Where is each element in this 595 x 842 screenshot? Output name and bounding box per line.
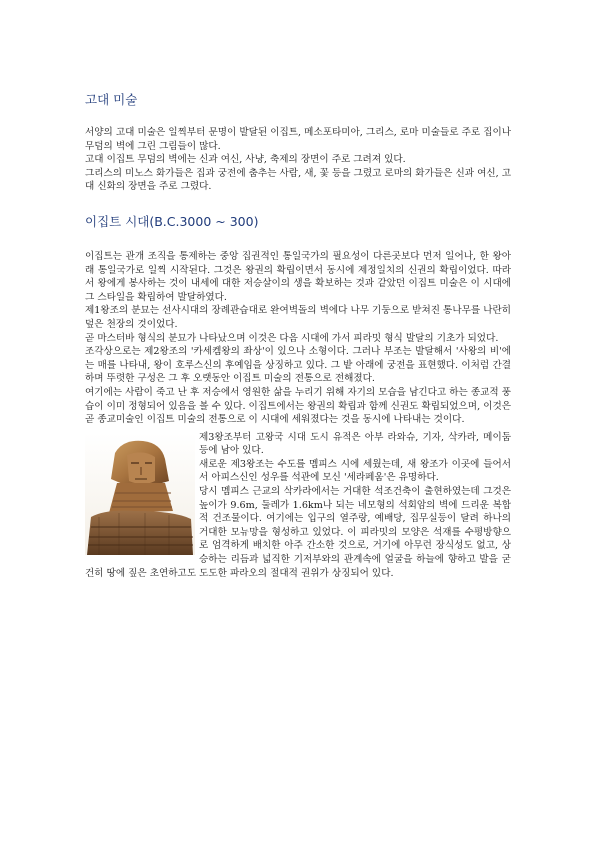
- sphinx-photo-icon: [85, 433, 195, 555]
- paragraph: 여기에는 사람이 죽고 난 후 저승에서 영원한 삶을 누리기 위해 자기의 모습을 남긴다고 하는 종교적 풍습이 이미 정형되어 있음을 볼 수 있다. 이집트에서는 왕권의 확립과 함께 신권도 확립되었으며, 이것은 곧 종교미술인 이집트 미술의 전통으로 이 시대에 세워졌다는 것을 동시에 나타내는 것이다.: [85, 386, 511, 426]
- section-title-egypt: 이집트 시대(B.C.3000 ~ 300): [85, 213, 259, 229]
- paragraph: 제1왕조의 분묘는 선사시대의 장례관습대로 완여벽돌의 벽에다 나무 기둥으로 받쳐진 통나무를 나란히 덮은 천장의 것이었다.: [85, 305, 511, 330]
- paragraph: 고대 이집트 무덤의 벽에는 신과 여신, 사냥, 축제의 장면이 주로 그려져 있다.: [85, 154, 406, 166]
- document-page: [85, 92, 511, 580]
- paragraph: 제3왕조부터 고왕국 시대 도시 유적은 아부 라와슈, 기자, 삭카라, 메이둠 등에 남아 있다.: [199, 431, 511, 457]
- figure-block: [85, 431, 511, 581]
- paragraph: 당시 멤피스 근교의 삭카라에서는 거대한 석조건축이 출현하였는데 그것은 높이가 9.6m, 둘레가 1.6km나 되는 네모형의 석회암의 벽에 드리운 복합적 건조물이다. 여기에는 입구의 열주랑, 예배당, 집무실등이 달려 하나의 거대한 모뉴망을 형성하고 있었다. 이 피라밋의 모양은 석재를 수평방향으로 엄격하게 배치한 아주 간소한 것으로, 거기에 아무런 장식성도 없고, 상승하는 리듬과 넓직한 기저부와의 관계속에 얼굴을 하늘에 향하고 발을 굳건히 땅에 짚은 초연하고도 도도한 파라오의 절대적 권위가 상징되어 있다.: [85, 486, 511, 579]
- paragraph: 조각상으로는 제2왕조의 '카세켐왕의 좌상'이 있으나 소형이다. 그러나 부조는 발달해서 '사왕의 비'에는 매를 나타내, 왕이 호루스신의 후예임을 상징하고 있다. 그 밭 아래에 궁전을 표현했다. 이처럼 간결하며 뚜렷한 구성은 그 후 오랫동안 이집트 미술의 전통으로 전해졌다.: [85, 346, 511, 385]
- paragraph: 그리스의 미노스 화가들은 집과 궁전에 춤추는 사람, 새, 꽃 등을 그렸고 로마의 화가들은 신과 여신, 고대 신화의 장면을 주로 그렸다.: [85, 167, 511, 193]
- paragraph: 이집트는 관개 조직을 통제하는 중앙 집권적인 통일국가의 필요성이 다른곳보다 먼저 일어나, 한 왕아래 통일국가로 일찍 시작된다. 그것은 왕권의 확립이면서 동시에 제정일치의 신권의 확립이었다. 따라서 왕에게 봉사하는 것이 내세에 대한 저승살이의 생을 확보하는 것과 같았던 이집트 미술은 이 시대에 그 스타일을 확립하여 발달하였다.: [85, 250, 511, 303]
- paragraph: 새로운 제3왕조는 수도를 멤피스 시에 세웠는데, 새 왕조가 이곳에 들어서서 아피스신인 성우를 석관에 모신 '세라페움'은 유명하다.: [199, 458, 511, 484]
- section-title-ancient-art: 고대 미술: [85, 92, 138, 107]
- paragraph: 서양의 고대 미술은 일찍부터 문명이 발달된 이집트, 메소포타미아, 그리스, 로마 미술들로 주로 집이나 무덤의 벽에 그린 그림들이 많다.: [85, 127, 511, 152]
- paragraph: 곧 마스터바 형식의 분묘가 나타났으며 이것은 다음 시대에 가서 피라밋 형식 발달의 기초가 되었다.: [85, 332, 499, 344]
